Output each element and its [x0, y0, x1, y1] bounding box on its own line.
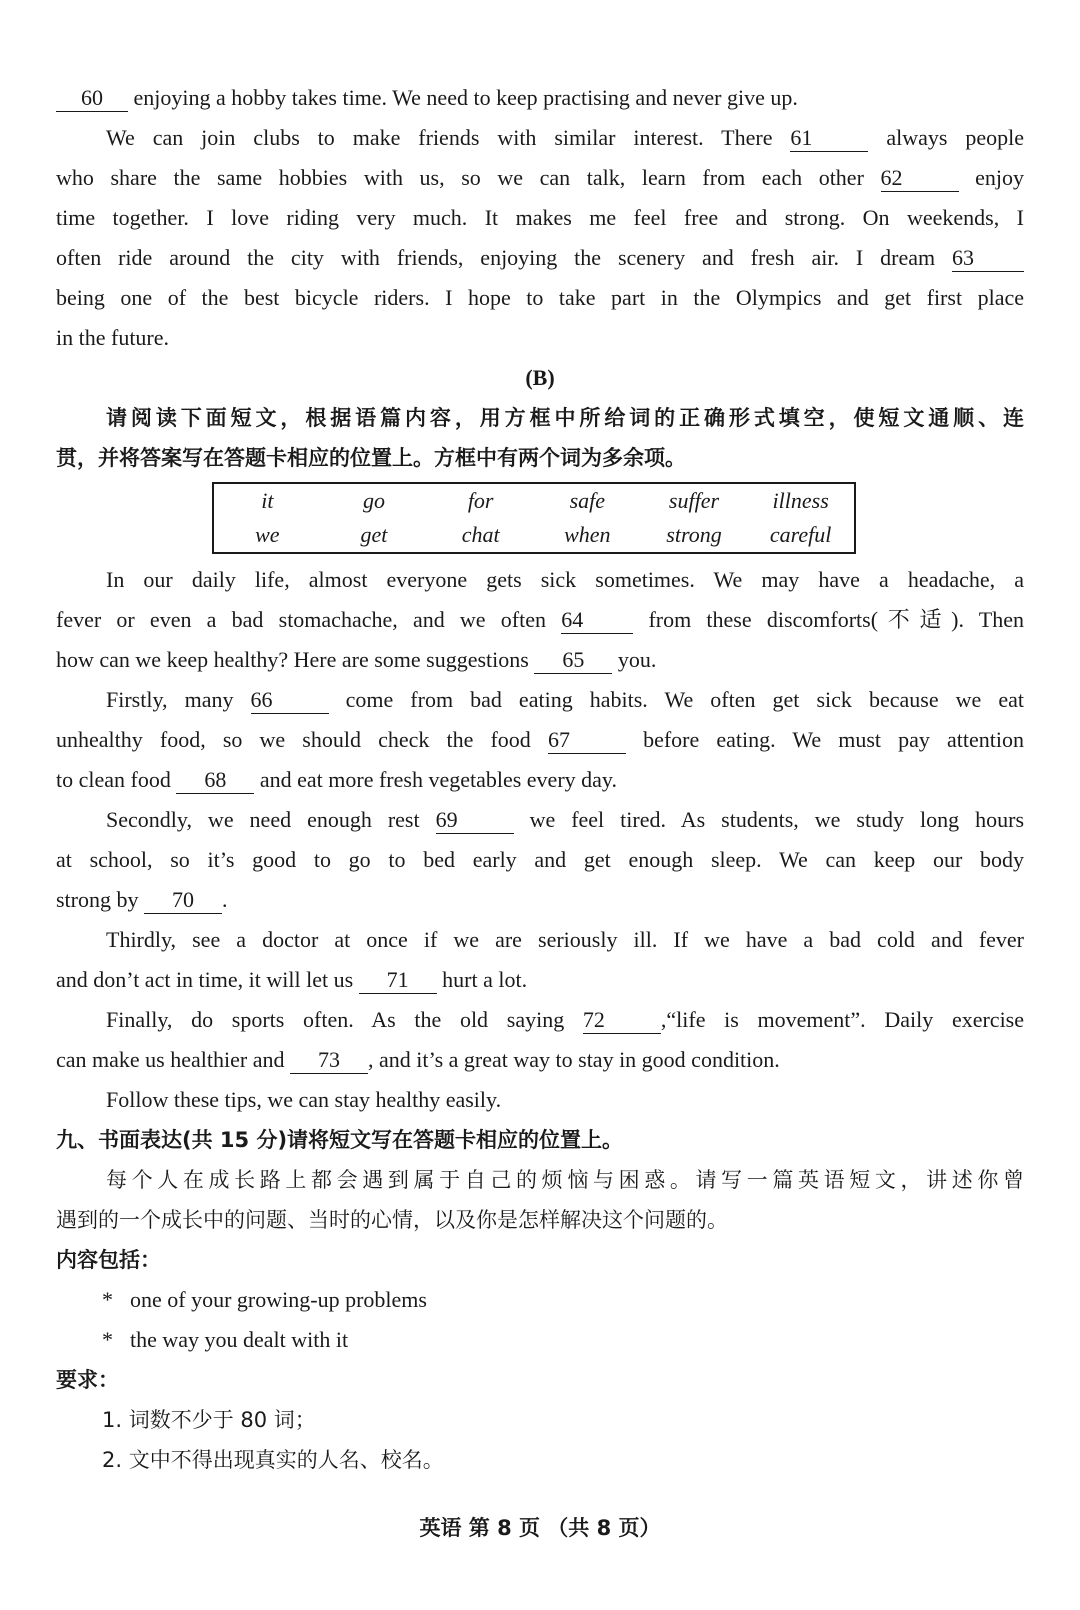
writing-prompt-line-2: 遇到的一个成长中的问题、当时的心情，以及你是怎样解决这个问题的。: [56, 1208, 728, 1232]
asterisk-icon: *: [102, 1327, 113, 1352]
passage-text: come from bad eating habits. We often get sick because we eat: [345, 687, 1024, 712]
word-option: strong: [666, 522, 722, 547]
word-option: suffer: [668, 488, 720, 513]
passage-text: always people: [886, 125, 1025, 150]
answer-blank-65[interactable]: 65: [534, 647, 612, 674]
passage-a-line-1: [56, 78, 1024, 118]
passage-text: Secondly, we need enough rest: [106, 807, 420, 832]
requirement-2: 2. 文中不得出现真实的人名、校名。: [102, 1448, 444, 1472]
passage-b-p3-line-2: at school, so it’s good to go to bed early and get enough sleep. We can keep our body: [56, 847, 1024, 872]
passage-b-p6: Follow these tips, we can stay healthy easily.: [106, 1087, 502, 1112]
answer-blank-62[interactable]: 62: [881, 165, 959, 192]
passage-text: Finally, do sports often. As the old saying: [106, 1007, 565, 1032]
answer-blank-61[interactable]: 61: [790, 125, 868, 152]
passage-b-p4-line-2: [56, 960, 1024, 1000]
word-option: chat: [461, 522, 500, 547]
passage-b-p1-line-2: [56, 600, 1024, 640]
passage-text: from these discomforts(不适). Then: [648, 607, 1025, 632]
passage-b-p3-line-1: [56, 800, 1024, 840]
answer-blank-60[interactable]: 60: [56, 85, 128, 112]
word-option: when: [564, 522, 611, 547]
passage-text: how can we keep healthy? Here are some suggestions: [56, 647, 529, 672]
passage-text: often ride around the city with friends, enjoying the scenery and fresh air. I dream: [56, 245, 936, 270]
passage-text: We can join clubs to make friends with similar interest. There: [106, 125, 773, 150]
word-option: it: [261, 488, 274, 513]
passage-text: Firstly, many: [106, 687, 234, 712]
content-bullet-2: [56, 1320, 1024, 1360]
answer-blank-71[interactable]: 71: [359, 967, 437, 994]
answer-blank-73[interactable]: 73: [290, 1047, 368, 1074]
content-label: 内容包括：: [56, 1248, 161, 1272]
passage-b-p4-line-1: Thirdly, see a doctor at once if we are seriously ill. If we have a bad cold and fever: [106, 927, 1024, 952]
answer-blank-72[interactable]: 72: [583, 1007, 661, 1034]
bullet-text: one of your growing-up problems: [130, 1287, 427, 1312]
passage-text: unhealthy food, so we should check the food: [56, 727, 531, 752]
passage-text: , and it’s a great way to stay in good condition.: [367, 1047, 780, 1072]
passage-b-p3-line-3: [56, 880, 1024, 920]
word-option: get: [360, 522, 388, 547]
writing-prompt-line-1: 每个人在成长路上都会遇到属于自己的烦恼与困惑。请写一篇英语短文，讲述你曾: [106, 1168, 1024, 1192]
passage-a-line-2: [56, 118, 1024, 158]
passage-text: and don’t act in time, it will let us: [56, 967, 354, 992]
passage-a-line-4: time together. I love riding very much. It makes me feel free and strong. On weekends, I: [56, 205, 1024, 230]
passage-b-p2-line-2: [56, 720, 1024, 760]
word-option: illness: [772, 488, 829, 513]
requirement-1: 1. 词数不少于 80 词；: [102, 1408, 316, 1432]
passage-a-line-3: [56, 158, 1024, 198]
passage-text: strong by: [56, 887, 139, 912]
passage-b-p2-line-3: [56, 760, 1024, 800]
section-b-heading: (B): [525, 365, 555, 390]
passage-text: can make us healthier and: [56, 1047, 285, 1072]
word-box: [212, 482, 856, 554]
passage-text: to clean food: [56, 767, 171, 792]
passage-b-p2-line-1: [56, 680, 1024, 720]
passage-text: hurt a lot.: [442, 967, 528, 992]
passage-text: who share the same hobbies with us, so we can talk, learn from each other: [56, 165, 864, 190]
answer-blank-69[interactable]: 69: [436, 807, 514, 834]
content-bullet-1: [56, 1280, 1024, 1320]
instruction-line-2: 贯，并将答案写在答题卡相应的位置上。方框中有两个词为多余项。: [56, 446, 686, 470]
answer-blank-64[interactable]: 64: [561, 607, 633, 634]
passage-a-line-6: being one of the best bicycle riders. I hope to take part in the Olympics and get first place: [56, 285, 1024, 310]
passage-a-line-5: [56, 238, 1024, 278]
passage-text: enjoying a hobby takes time. We need to keep practising and never give up.: [133, 85, 798, 110]
answer-blank-67[interactable]: 67: [548, 727, 626, 754]
answer-blank-68[interactable]: 68: [176, 767, 254, 794]
answer-blank-66[interactable]: 66: [251, 687, 329, 714]
page-footer: 英语 第 8 页 （共 8 页）: [419, 1516, 661, 1540]
passage-text: enjoy: [975, 165, 1025, 190]
writing-heading: 九、书面表达(共 15 分)请将短文写在答题卡相应的位置上。: [56, 1128, 624, 1152]
word-option: safe: [569, 488, 606, 513]
passage-b-p5-line-1: [56, 1000, 1024, 1040]
passage-text: we feel tired. As students, we study long hours: [529, 807, 1025, 832]
passage-text: fever or even a bad stomachache, and we often: [56, 607, 546, 632]
passage-b-p1-line-3: [56, 640, 1024, 680]
requirements-label: 要求：: [56, 1368, 119, 1392]
passage-text: you.: [617, 647, 657, 672]
word-option: go: [362, 488, 385, 513]
passage-text: .: [222, 887, 228, 912]
passage-b-p5-line-2: [56, 1040, 1024, 1080]
word-option: careful: [769, 522, 832, 547]
passage-a-line-7: in the future.: [56, 325, 170, 350]
word-option: for: [467, 488, 494, 513]
passage-b-p1-line-1: In our daily life, almost everyone gets sick sometimes. We may have a headache, a: [106, 567, 1024, 592]
passage-text: before eating. We must pay attention: [643, 727, 1025, 752]
instruction-line-1: 请阅读下面短文，根据语篇内容，用方框中所给词的正确形式填空，使短文通顺、连: [106, 406, 1024, 430]
passage-text: and eat more fresh vegetables every day.: [259, 767, 617, 792]
exam-page: [56, 78, 1024, 1480]
bullet-text: the way you dealt with it: [130, 1327, 349, 1352]
word-option: we: [255, 522, 280, 547]
asterisk-icon: *: [102, 1287, 113, 1312]
answer-blank-70[interactable]: 70: [144, 887, 222, 914]
answer-blank-63[interactable]: 63: [952, 245, 1024, 272]
passage-text: ,“life is movement”. Daily exercise: [660, 1007, 1025, 1032]
